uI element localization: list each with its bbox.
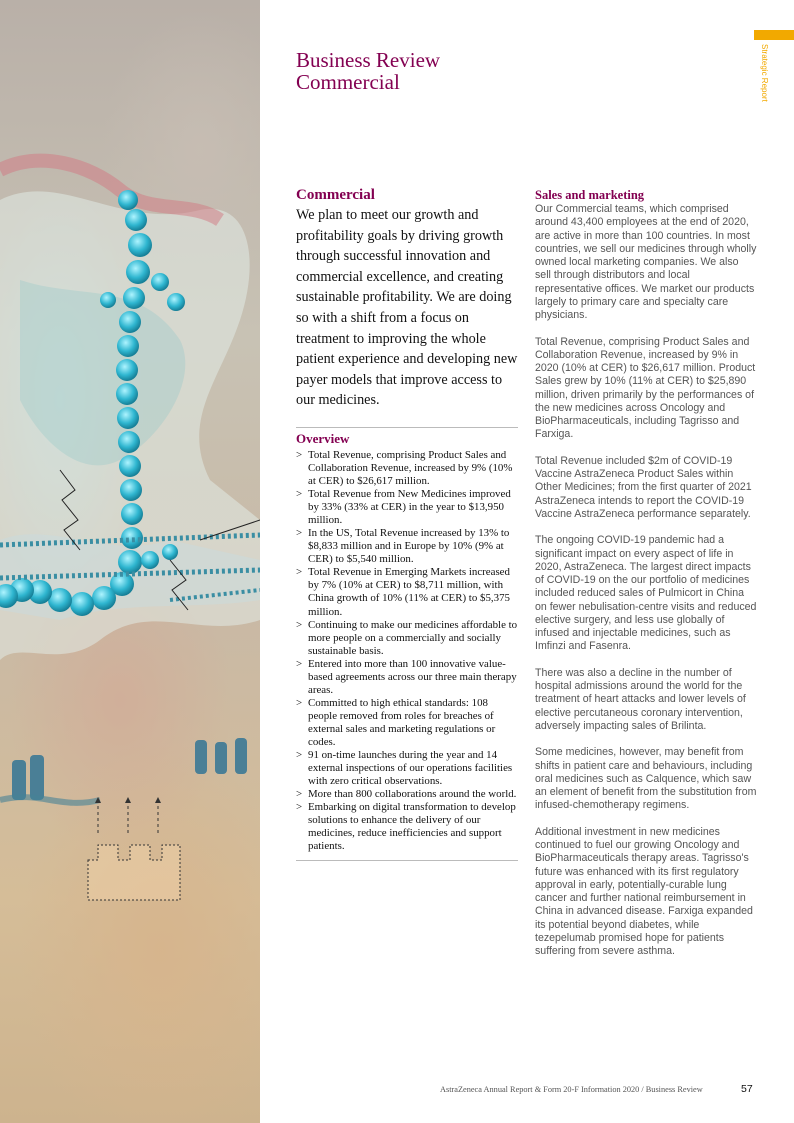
page-number: 57 (741, 1083, 753, 1095)
footer-text: AstraZeneca Annual Report & Form 20-F Information 2020 / Business Review (440, 1085, 703, 1094)
section-tab (754, 30, 794, 40)
bullet-marker: > (296, 801, 303, 814)
paragraph: Our Commercial teams, which comprised around 43,400 employees at the end of 2020, are active in more than 100 countries. In most countries, we sell our medicines through wholly owned local marketing companies. We also sell through distributors and local representative offices. We market our products largely to primary care and specialty care physicians. (535, 203, 757, 321)
paragraph: Some medicines, however, may benefit from shifts in patient care and behaviours, including oral medicines such as Calquence, which saw an element of benefit from the substitution from infused-chemotherapy regimens. (535, 746, 757, 812)
divider (296, 860, 518, 861)
right-column (535, 187, 757, 972)
overview-list (296, 449, 518, 853)
bullet-marker: > (296, 527, 303, 540)
list-item: > Total Revenue in Emerging Markets increased by 7% (10% at CER) to $8,711 million, with China growth of 10% (11% at CER) to $5,375 million. (296, 566, 510, 618)
bullet-marker: > (296, 657, 303, 670)
divider (296, 427, 518, 428)
page-subtitle: Commercial (296, 70, 400, 94)
illustration-graphic (0, 0, 260, 1123)
sales-marketing-heading: Sales and marketing (535, 188, 645, 202)
bullet-marker: > (296, 618, 303, 631)
paragraph: Additional investment in new medicines continued to fuel our growing Oncology and BioPharmaceuticals therapy areas. Tagrisso's future was enhanced with its first regulatory approval in early, potentially-curable lung cancer and further national reimbursement in China in advanced disease. Farxiga expanded its potential beyond diabetes, while tezepelumab promised hope for patients suffering from severe asthma. (535, 825, 753, 957)
list-item: > 91 on-time launches during the year and 14 external inspections of our operations facilities with zero critical observations. (296, 749, 513, 788)
list-item: > More than 800 collaborations around the world. (296, 788, 517, 801)
bullet-marker: > (296, 488, 303, 501)
paragraph: Total Revenue included $2m of COVID-19 Vaccine AstraZeneca Product Sales within Other Medicines; from the first quarter of 2021 AstraZeneca intends to report the COVID-19 Vaccine AstraZeneca performance separately. (535, 454, 752, 520)
paragraph: There was also a decline in the number of hospital admissions around the world for the treatment of heart attacks and lower levels of elective percutaneous coronary intervention, adversely impacting sales of Brilinta. (535, 666, 746, 732)
list-item: > Entered into more than 100 innovative value-based agreements across our three main therapy areas. (296, 657, 517, 696)
list-item: > Continuing to make our medicines affordable to more people on a commercially and socially sustainable basis. (296, 618, 518, 657)
bullet-marker: > (296, 749, 303, 762)
bullet-marker: > (296, 566, 303, 579)
bullet-marker: > (296, 788, 303, 801)
molecular-illustration (0, 0, 260, 1123)
bullet-marker: > (296, 696, 303, 709)
paragraph: Total Revenue, comprising Product Sales and Collaboration Revenue, increased by 9% in 2020 (10% at CER) to $26,617 million. Product Sales grew by 10% (11% at CER) to $25,890 million, driven primarily by the performances of the new medicines across Oncology and BioPharmaceuticals, including Tagrisso and Farxiga. (535, 335, 756, 441)
bullet-marker: > (296, 448, 303, 461)
commercial-heading: Commercial (296, 187, 375, 203)
list-item: > Embarking on digital transformation to develop solutions to enhance the delivery of our medicines, reduce inefficiencies and support patients. (296, 801, 516, 853)
section-side-label: Strategic Report (760, 44, 769, 102)
list-item: > Total Revenue, comprising Product Sales and Collaboration Revenue, increased by 9% (10% at CER) to $26,617 million. (296, 448, 513, 488)
left-column (296, 186, 518, 861)
list-item: > Total Revenue from New Medicines improved by 33% (33% at CER) in the year to $13,950 million. (296, 488, 511, 527)
page-title: Business Review (296, 48, 441, 72)
list-item: > In the US, Total Revenue increased by 13% to $8,833 million and in Europe by 10% (9% at CER) to $5,540 million. (296, 527, 510, 566)
paragraph: The ongoing COVID-19 pandemic had a significant impact on every aspect of life in 2020, AstraZeneca. The largest direct impacts of COVID-19 on the our portfolio of medicines included reduced sales of Pulmicort in China on fewer nebulisation-centre visits and reduced elective surgery, and less use globally of infused and injectable medicines, such as Imfinzi and Fasenra. (535, 534, 757, 653)
list-item: > Committed to high ethical standards: 108 people removed from roles for breaches of external sales and marketing regulations or codes. (296, 696, 496, 748)
overview-heading: Overview (296, 430, 350, 446)
intro-statement: We plan to meet our growth and profitability goals by driving growth through successful innovation and commercial excellence, and creating sustainable profitability. We are doing so with a shift from a focus on treatment to improving the whole patient experience and developing new payer models that improve access to our medicines. (296, 207, 518, 409)
